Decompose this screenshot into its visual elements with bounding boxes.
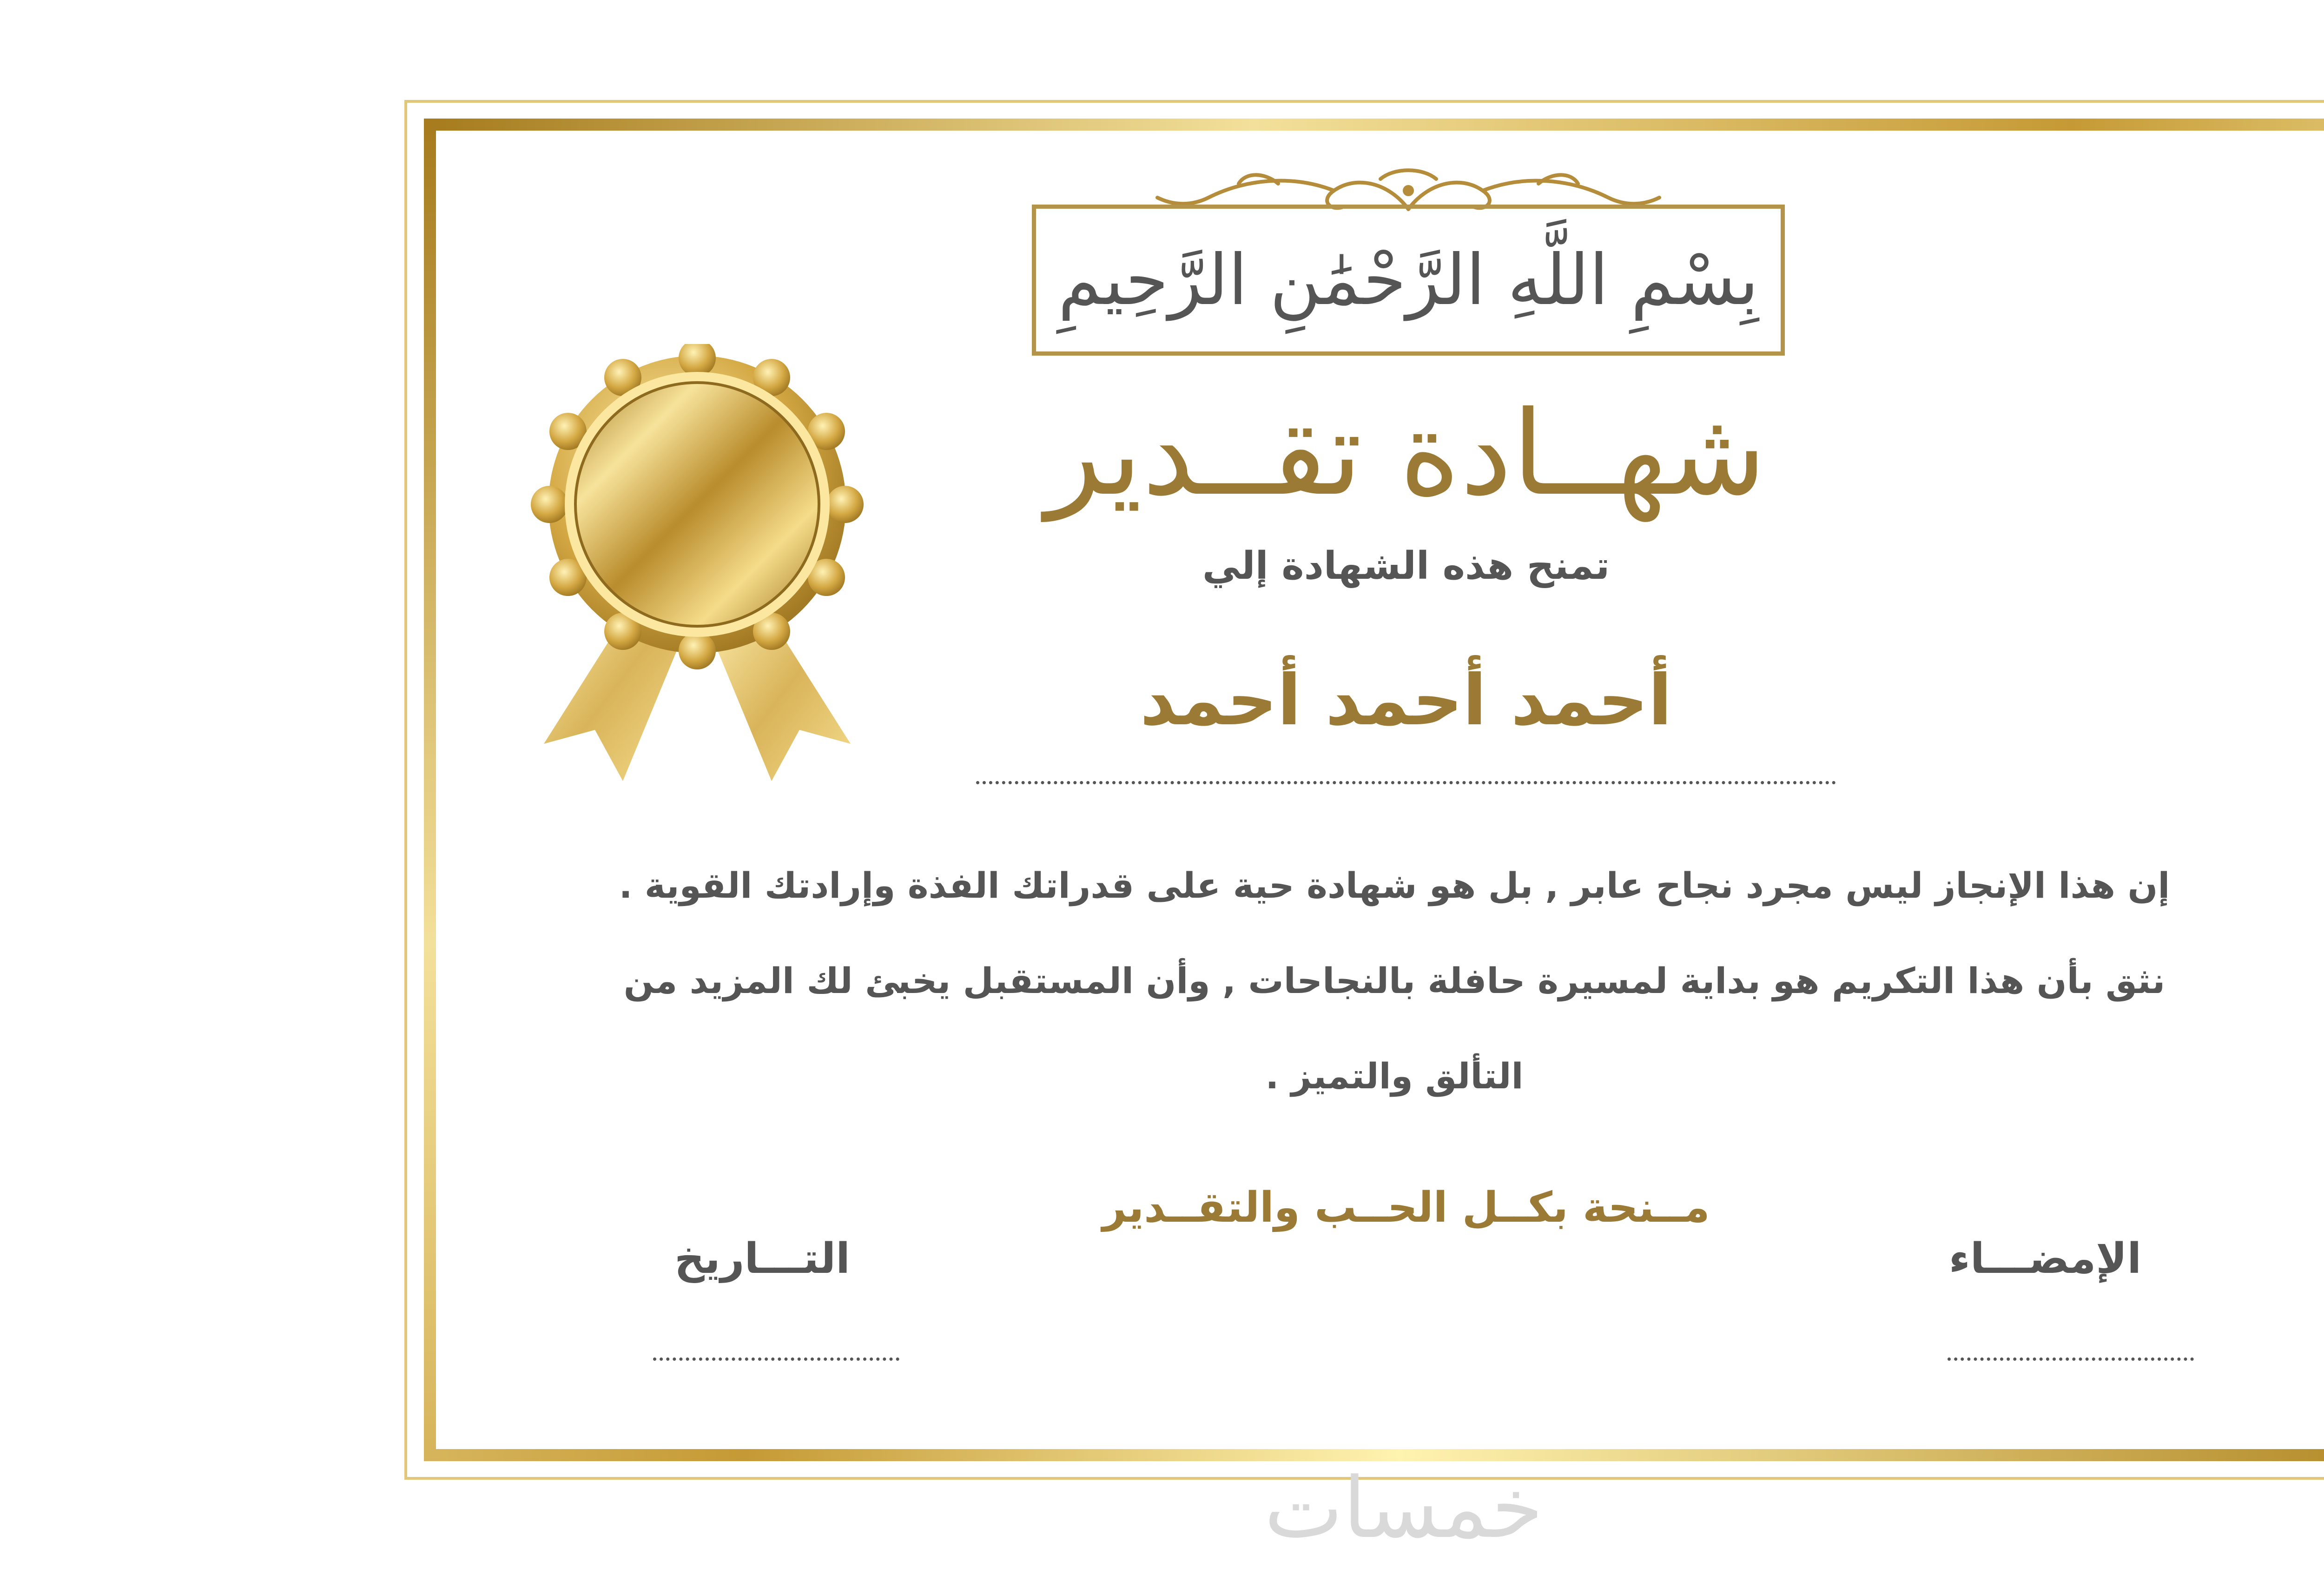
signature-label: الإمضـــاء [1948, 1234, 2142, 1283]
bismillah-frame [1032, 205, 1785, 356]
watermark-logo: خمسات [1264, 1460, 1544, 1557]
closing-text: مــنحة بكــل الحــب والتقــدير [1102, 1183, 1710, 1232]
signature-dotted-line [1948, 1357, 2194, 1361]
certificate-title: شهــادة تقــدير [1045, 386, 1767, 521]
recipient-dotted-line [976, 781, 1836, 784]
gold-medal-seal-icon [516, 344, 878, 781]
certificate-subtitle: تمنح هذه الشهادة إلي [1202, 544, 1610, 588]
date-dotted-line [653, 1357, 899, 1361]
body-line-3: التألق والتميز . [1265, 1055, 1524, 1097]
bismillah-text: بِسْمِ اللَّهِ الرَّحْمَٰنِ الرَّحِيمِ [1058, 239, 1759, 321]
date-label: التـــاريخ [674, 1234, 850, 1283]
body-line-2: نثق بأن هذا التكريم هو بداية لمسيرة حافلة بالنجاحات , وأن المستقبل يخبئ لك المزيد من [623, 960, 2166, 1001]
body-line-1: إن هذا الإنجاز ليس مجرد نجاح عابر , بل هو شهادة حية على قدراتك الفذة وإرادتك القوية . [619, 865, 2170, 906]
recipient-name: أحمد أحمد أحمد [1140, 660, 1672, 741]
